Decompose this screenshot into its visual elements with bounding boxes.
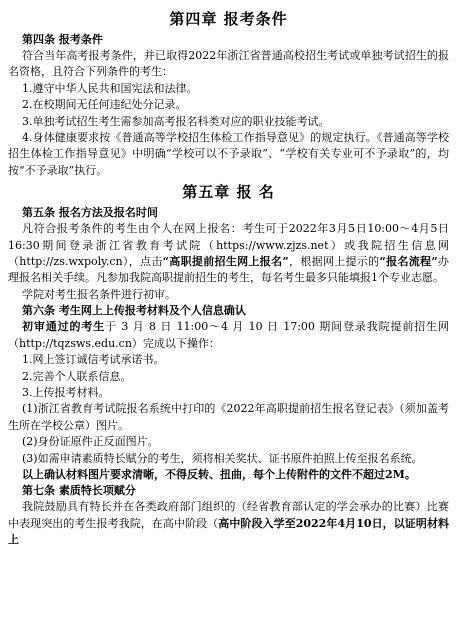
condition-3: 3.单独考试招生考生需参加高考报名科类对应的职业技能考试。	[22, 114, 330, 128]
condition-1: 1.遵守中华人民共和国宪法和法律。	[22, 81, 198, 95]
article-6-text-b: 于 3 月 8 日 11:00～4 月 10 日 17:00 期间登录我院提前招生网（http://tqzsws.edu.cn）完成以下操作：	[8, 320, 450, 350]
material-2: (2)身份证原件正反面图片。	[22, 435, 159, 449]
article-7-text-b: 高中阶段入学至2022年4月10日，以证明材料上	[8, 516, 450, 547]
article-6-paragraph	[8, 319, 449, 352]
chapter-5-title: 第五章 报 名	[182, 183, 275, 202]
article-7-text-a: 我院鼓励具有特长并在各类政府部门组织的（经省教育部认定的学会承办的比赛）比赛中表现突出的考生报考我院，在高中阶段（	[8, 500, 449, 530]
step-2: 2.完善个人联系信息。	[22, 369, 132, 383]
article-5-text-e: 办理报名相关手续。凡参加我院高职提前招生的考生，每名考生最多只能填报1个专业志愿。	[8, 255, 450, 285]
article-4-intro: 符合当年高考报考条件，并已取得2022年浙江省普通高校招生考试或单独考试招生的报名资格，且符合下列条件的考生：	[8, 49, 449, 79]
article-6-heading: 第六条 考生网上上传报考材料及个人信息确认	[22, 304, 246, 318]
article-7-heading: 第七条 素质特长项赋分	[22, 484, 136, 498]
condition-4: 4.身体健康要求按《普通高等学校招生体检工作指导意见》的规定执行。《普通高等学校招生体检工作指导意见》中明确“学校可以不予录取”、“学校有关专业可不予录取”的，均按“不予录取”执行。	[8, 131, 449, 177]
step-3: 3.上传报考材料。	[22, 385, 110, 399]
article-5-heading: 第五条 报名方法及报名时间	[22, 206, 158, 220]
article-5-paragraph	[8, 221, 449, 287]
chapter-4-title: 第四章 报考条件	[169, 10, 288, 28]
upload-requirement-note: 以上确认材料图片要求清晰，不得反转、扭曲，每个上传附件的文件不超过2M。	[22, 467, 416, 481]
article-4-heading: 第四条 报考条件	[22, 33, 103, 46]
online-apply-link-text: “高职提前招生网上报名”	[162, 255, 289, 269]
article-7-paragraph	[8, 499, 449, 548]
condition-2: 2.在校期间无任何违纪处分记录。	[22, 98, 187, 112]
article-5-text-c: ，根据网上提示的	[288, 255, 380, 269]
apply-process-text: “报名流程”	[379, 255, 438, 269]
article-5-text-a: 凡符合报考条件的考生由个人在网上报名：考生可于2022年3月5日10:00～4月5日16:30期间登录浙江省教育考试院（https://www.zjzs.net）或我院招生信息网（http://zs.wxpoly.cn），点击	[8, 222, 449, 269]
material-1: (1)浙江省教育考试院报名系统中打印的《2022年高职提前招生报名登记表》（须加盖考生所在学校公章）图片。	[8, 402, 449, 432]
approved-candidates-text: 初审通过的考生	[22, 320, 106, 334]
review-note: 学院对考生报名条件进行初审。	[22, 287, 176, 301]
material-3: (3)如需申请素质特长赋分的考生，须将相关奖状、证书原件拍照上传至报名系统。	[22, 451, 423, 465]
step-1: 1.网上签订诚信考试承诺书。	[22, 353, 165, 367]
